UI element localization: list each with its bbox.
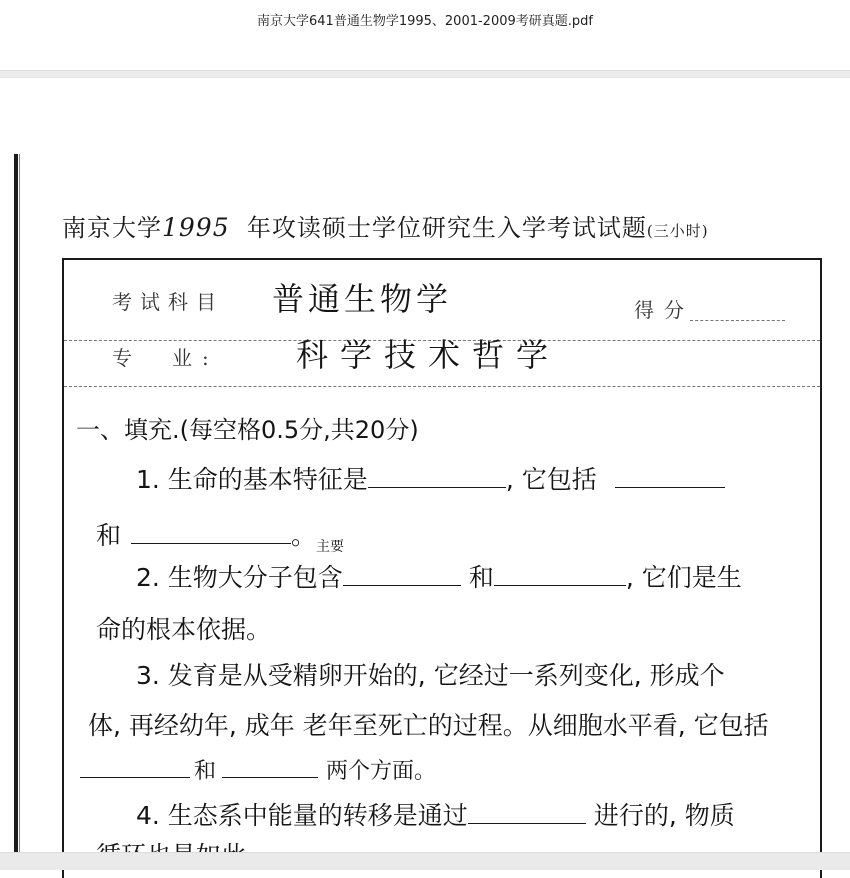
question-2-note: 主要 bbox=[316, 539, 344, 555]
subject-label: 考试科目 bbox=[112, 290, 224, 314]
section-heading: 一、填充.(每空格0.5分,共20分) bbox=[76, 416, 419, 444]
document-viewer[interactable] bbox=[0, 78, 850, 852]
question-3-line-1: 3. 发育是从受精卵开始的, 它经过一系列变化, 形成个 bbox=[136, 661, 725, 690]
question-1-line-1: 1. 生命的基本特征是 , 它包括 bbox=[136, 460, 725, 496]
major-value: 科学技术哲学 bbox=[296, 336, 561, 374]
toolbar-divider bbox=[0, 70, 850, 78]
question-1-line-2: 和 。 bbox=[96, 521, 317, 550]
score-label: 得分 bbox=[634, 298, 694, 322]
score-blank bbox=[690, 320, 785, 321]
question-3-line-3: 和 两个方面。 bbox=[80, 754, 436, 785]
document-title: 南京大学641普通生物学1995、2001-2009考研真题.pdf bbox=[257, 14, 593, 29]
question-2-line-2: 命的根本依据。 bbox=[96, 615, 272, 644]
binding-edge bbox=[14, 154, 18, 854]
question-2-line-1: 2. 生物大分子包含 和 , 它们是生 bbox=[136, 563, 742, 592]
bottom-scrollbar[interactable] bbox=[0, 852, 850, 870]
subject-value: 普通生物学 bbox=[272, 280, 453, 318]
header-duration: (三小时) bbox=[646, 222, 709, 240]
binding-edge-shadow bbox=[19, 154, 20, 854]
header-prefix: 南京大学 bbox=[62, 214, 162, 242]
question-4-line-1: 4. 生态系中能量的转移是通过 进行的, 物质 bbox=[136, 801, 735, 830]
header-main: 年攻读硕士学位研究生入学考试试题 bbox=[246, 214, 647, 242]
exam-header bbox=[62, 208, 832, 243]
dashed-divider bbox=[64, 386, 820, 387]
question-3-line-2: 体, 再经幼年, 成年 老年至死亡的过程。从细胞水平看, 它包括 bbox=[88, 711, 769, 740]
major-label: 专 业: bbox=[112, 346, 219, 370]
title-bar bbox=[0, 0, 850, 70]
header-year: 1995 bbox=[162, 213, 230, 242]
scanned-page bbox=[0, 78, 850, 852]
